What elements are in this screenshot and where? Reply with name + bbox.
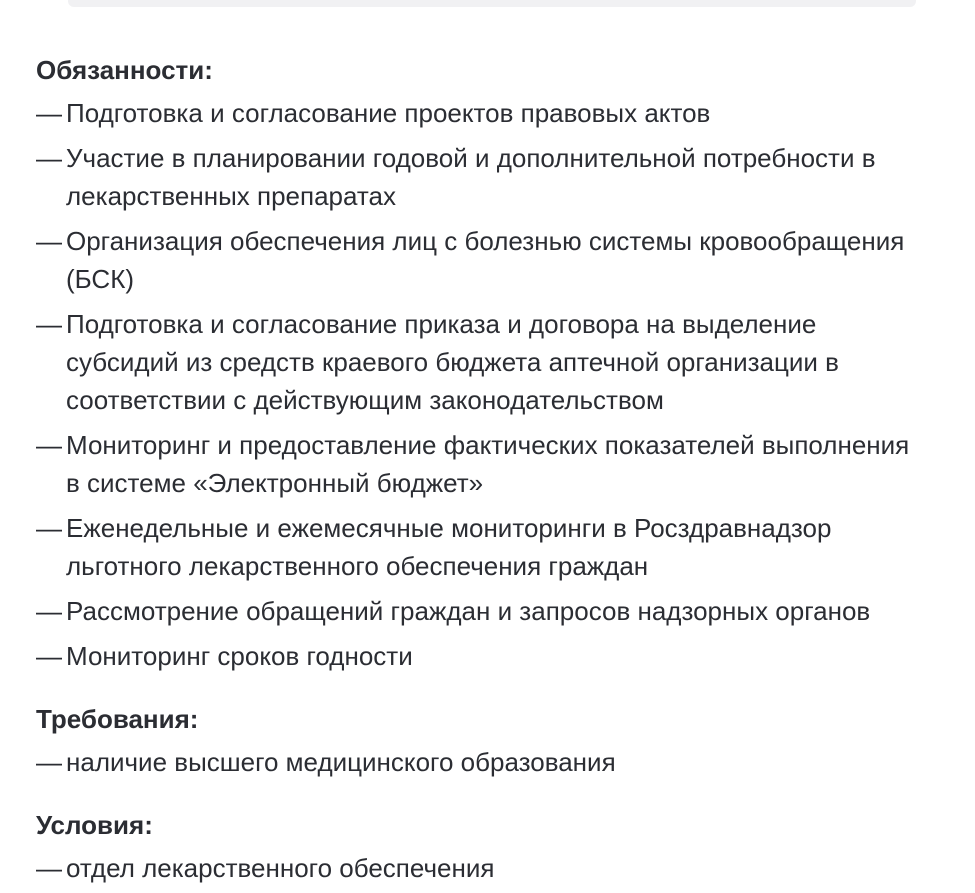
scrolled-card-bottom-edge	[68, 0, 916, 7]
list-item	[36, 426, 913, 502]
section-title-requirements: Требования:	[36, 704, 199, 734]
bullet-dash: —	[36, 641, 62, 671]
bullet-dash: —	[36, 430, 62, 460]
list-item-text: отдел лекарственного обеспечения	[66, 853, 495, 883]
vacancy-description	[36, 54, 913, 887]
list-item	[36, 849, 913, 887]
conditions-list	[36, 849, 913, 887]
section-responsibilities	[36, 54, 913, 675]
list-item	[36, 305, 913, 419]
list-item-text: Участие в планировании годовой и дополнительной потребности в лекарственных препаратах	[66, 143, 876, 211]
list-item-text: Организация обеспечения лиц с болезнью системы кровообращения (БСК)	[66, 226, 905, 294]
list-item-text: наличие высшего медицинского образования	[66, 747, 616, 777]
list-item-text: Подготовка и согласование проектов правовых актов	[66, 98, 711, 128]
list-item	[36, 222, 913, 298]
list-item-text: Еженедельные и ежемесячные мониторинги в Росздравнадзор льготного лекарственного обеспечения граждан	[66, 513, 832, 581]
bullet-dash: —	[36, 143, 62, 173]
list-item	[36, 94, 913, 132]
section-conditions	[36, 809, 913, 887]
requirements-list	[36, 743, 913, 781]
bullet-dash: —	[36, 596, 62, 626]
bullet-dash: —	[36, 747, 62, 777]
section-title-responsibilities: Обязанности:	[36, 55, 213, 85]
bullet-dash: —	[36, 513, 62, 543]
list-item	[36, 509, 913, 585]
bullet-dash: —	[36, 98, 62, 128]
list-item-text: Мониторинг сроков годности	[66, 641, 413, 671]
bullet-dash: —	[36, 309, 62, 339]
section-title-conditions: Условия:	[36, 810, 153, 840]
list-item-text: Мониторинг и предоставление фактических показателей выполнения в системе «Электронный бюджет»	[66, 430, 910, 498]
list-item-text: Подготовка и согласование приказа и договора на выделение субсидий из средств краевого бюджета аптечной организации в соответствии с действующим законодательством	[66, 309, 839, 415]
list-item	[36, 743, 913, 781]
bullet-dash: —	[36, 226, 62, 256]
bullet-dash: —	[36, 853, 62, 883]
list-item	[36, 139, 913, 215]
section-requirements	[36, 703, 913, 781]
responsibilities-list	[36, 94, 913, 675]
list-item	[36, 637, 913, 675]
list-item-text: Рассмотрение обращений граждан и запросов надзорных органов	[66, 596, 871, 626]
list-item	[36, 592, 913, 630]
